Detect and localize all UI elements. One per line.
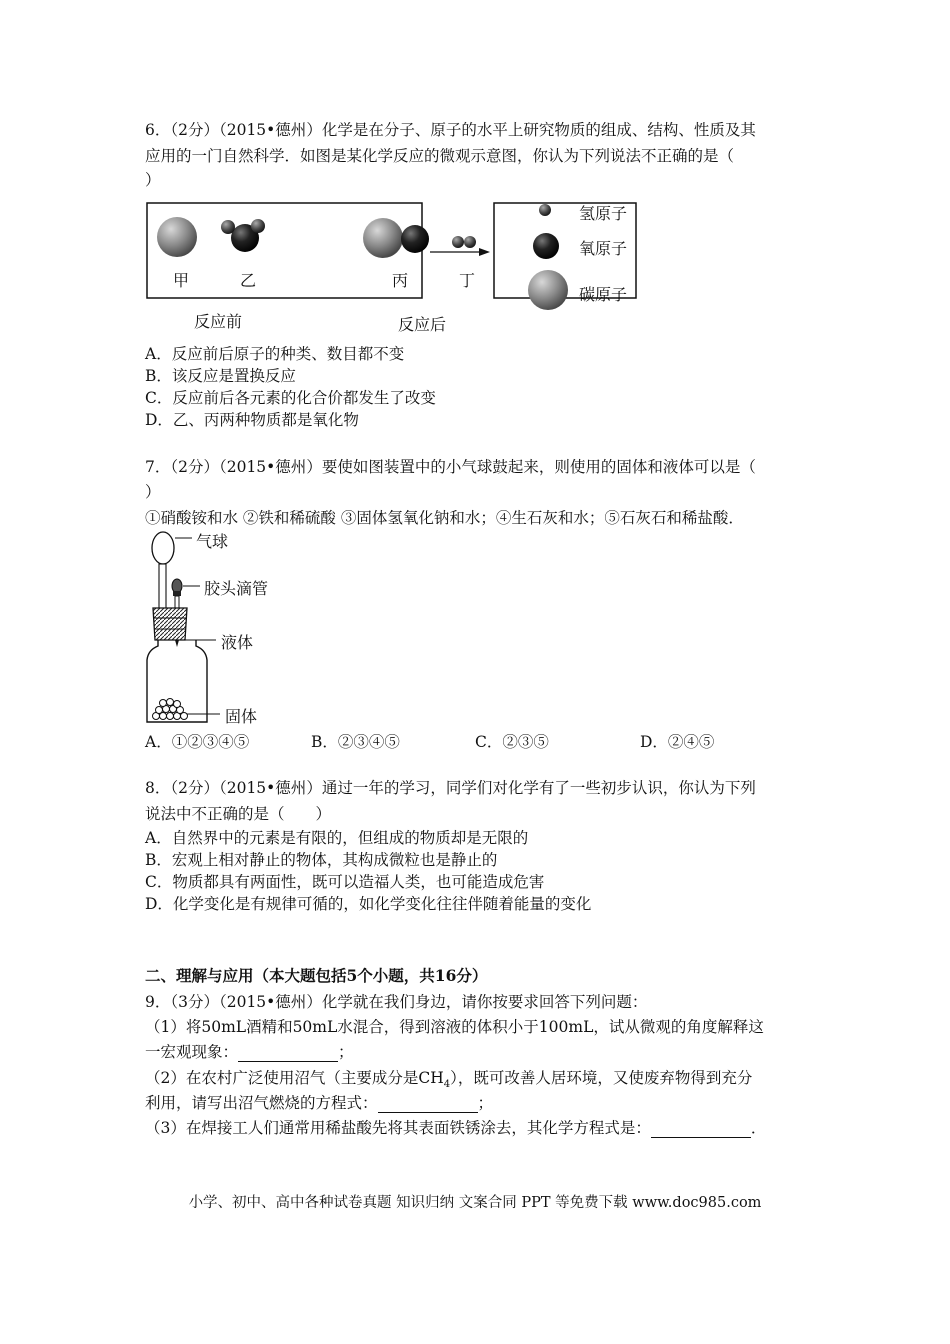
- label-yi: 乙: [240, 271, 257, 290]
- q9-part2-prompt: 利用，请写出沼气燃烧的方程式：: [145, 1094, 378, 1112]
- dropper-bulb: [172, 579, 182, 593]
- label-solid: 固体: [225, 707, 258, 726]
- legend-hydrogen-atom: [539, 204, 551, 216]
- q7-option-b: B．②③④⑤: [311, 733, 400, 751]
- q6-option-b: B．该反应是置换反应: [145, 367, 296, 385]
- q9-stem: 9．（3分）（2015•德州）化学就在我们身边，请你按要求回答下列问题：: [145, 993, 648, 1011]
- dropper-collar: [173, 591, 181, 596]
- q9-part2-end: ；: [477, 1094, 494, 1112]
- q6-option-d: D．乙、丙两种物质都是氧化物: [145, 411, 359, 429]
- page-footer: 小学、初中、高中各种试卷真题 知识归纳 文案合同 PPT 等免费下载 www.doc985.com: [188, 1195, 762, 1211]
- q9-part3-line: [145, 1116, 766, 1138]
- label-bing: 丙: [392, 271, 409, 290]
- hydrogen-atom: [452, 236, 464, 248]
- q6-stem-line3: ）: [145, 171, 161, 189]
- q9-part3-prompt: （3）在焊接工人们通常用稀盐酸先将其表面铁锈涂去，其化学方程式是：: [145, 1119, 651, 1137]
- q6-option-a: A．反应前后原子的种类、数目都不变: [145, 345, 405, 363]
- q7-option-a: A．①②③④⑤: [145, 733, 250, 751]
- q9-part2-text-a: （2）在农村广泛使用沼气（主要成分是CH: [145, 1069, 444, 1087]
- q9-part2-line2: [145, 1091, 493, 1113]
- q7-substances: ①硝酸铵和水 ②铁和稀硫酸 ③固体氢氧化钠和水；④生石灰和水；⑤石灰石和稀盐酸．: [145, 509, 744, 527]
- caption-before: 反应前: [194, 312, 243, 331]
- q8-stem-line2: 说法中不正确的是（ ）: [145, 805, 332, 823]
- label-dropper: 胶头滴管: [204, 579, 269, 598]
- q8-option-b: B．宏观上相对静止的物体，其构成微粒也是静止的: [145, 851, 498, 869]
- hydrogen-atom: [251, 219, 265, 233]
- q9-part2-line1: [145, 1066, 752, 1090]
- hydrogen-atom: [464, 236, 476, 248]
- balloon: [152, 532, 174, 564]
- q7-option-c: C．②③⑤: [475, 733, 549, 751]
- stopper: [153, 608, 187, 640]
- solid-granules: [153, 699, 188, 720]
- q7-stem-line2: ）: [145, 483, 161, 501]
- q6-option-c: C．反应前后各元素的化合价都发生了改变: [145, 389, 436, 407]
- legend-carbon-atom: [528, 270, 568, 310]
- legend-oxygen-atom: [533, 233, 559, 259]
- hydrogen-atom: [221, 220, 235, 234]
- after-molecules: [354, 203, 504, 303]
- q9-part3-end: ．: [750, 1119, 767, 1137]
- q8-stem-line1: 8．（2分）（2015•德州）通过一年的学习，同学们对化学有了一些初步认识，你认为下列: [145, 779, 756, 797]
- q7-option-d: D．②④⑤: [640, 733, 715, 751]
- q9-part1-end: ；: [338, 1043, 354, 1061]
- answer-blank-2[interactable]: [378, 1096, 478, 1113]
- legend-carbon-label: 碳原子: [579, 285, 628, 304]
- label-liquid: 液体: [221, 633, 254, 652]
- label-balloon: 气球: [196, 532, 229, 551]
- carbon-atom: [364, 219, 402, 257]
- q7-stem-line1: 7．（2分）（2015•德州）要使如图装置中的小气球鼓起来，则使用的固体和液体可以是（: [145, 458, 756, 476]
- q9-part2-text-b: ），既可改善人居环境，又使废弃物得到充分: [450, 1069, 753, 1087]
- caption-after: 反应后: [398, 315, 447, 334]
- label-ding: 丁: [459, 271, 476, 290]
- q9-part1-line1: （1）将50mL酒精和50mL水混合，得到溶液的体积小于100mL，试从微观的角度解释这: [145, 1018, 764, 1036]
- q6-stem-line2: 应用的一门自然科学．如图是某化学反应的微观示意图，你认为下列说法不正确的是（: [145, 147, 735, 165]
- label-jia: 甲: [173, 271, 190, 290]
- q8-option-c: C．物质都具有两面性，既可以造福人类，也可能造成危害: [145, 873, 545, 891]
- q8-option-d: D．化学变化是有规律可循的，如化学变化往往伴随着能量的变化: [145, 895, 592, 913]
- answer-blank-3[interactable]: [651, 1121, 751, 1138]
- carbon-atom: [157, 217, 197, 257]
- q8-option-a: A．自然界中的元素是有限的，但组成的物质却是无限的: [145, 829, 529, 847]
- answer-blank-1[interactable]: [238, 1045, 338, 1062]
- q9-part1-prompt: 一宏观现象：: [145, 1043, 239, 1061]
- legend-hydrogen-label: 氢原子: [579, 204, 628, 223]
- q6-stem-line1: 6．（2分）（2015•德州）化学是在分子、原子的水平上研究物质的组成、结构、性质及其: [145, 121, 756, 139]
- legend-oxygen-label: 氧原子: [579, 239, 628, 258]
- ch4-subscript: 4: [443, 1079, 451, 1091]
- oxygen-atom: [401, 225, 429, 253]
- section-heading: 二、理解与应用（本大题包括5个小题，共16分）: [145, 966, 488, 985]
- apparatus-diagram: [140, 528, 290, 726]
- q9-part1-line2: [145, 1040, 354, 1062]
